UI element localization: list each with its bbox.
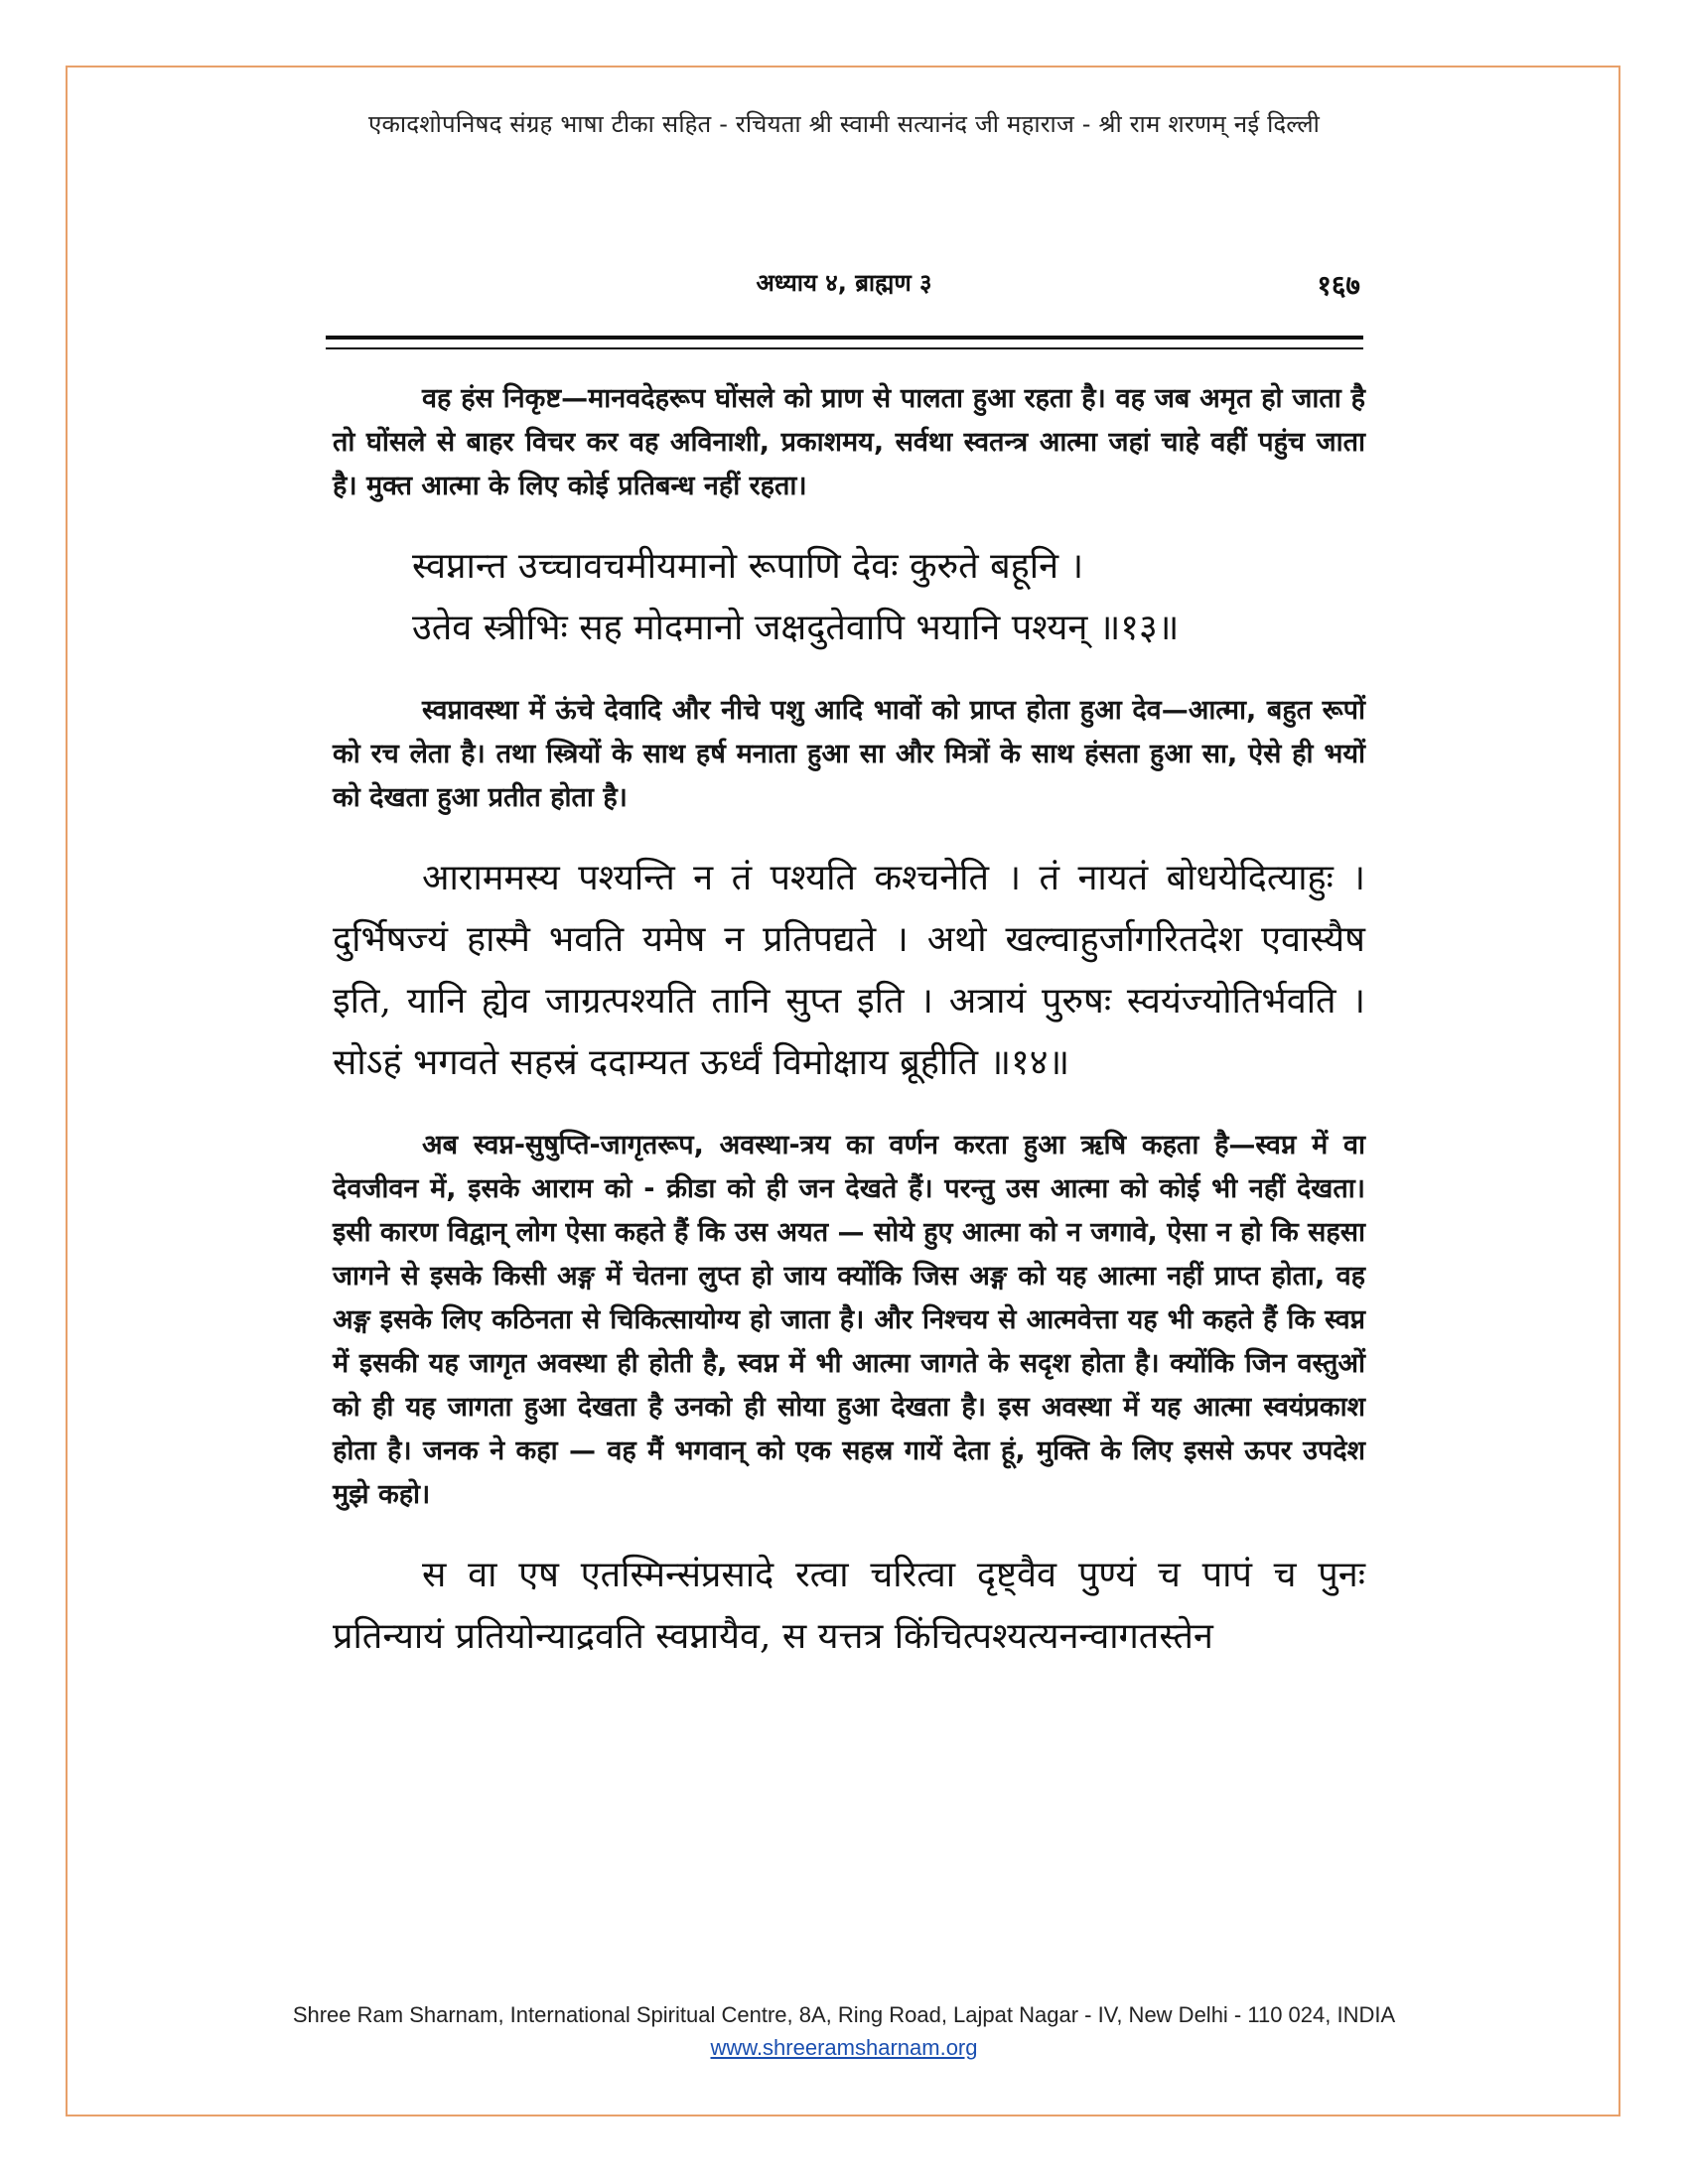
verse-13-line-1: स्वप्नान्त उच्चावचमीयमानो रूपाणि देवः कुरुते बहूनि ।	[412, 546, 1084, 587]
header-rule-thick	[326, 336, 1363, 340]
commentary-paragraph-1: वह हंस निकृष्ट—मानवदेहरूप घोंसले को प्राण से पालता हुआ रहता है। वह जब अमृत हो जाता है तो घोंसले से बाहर विचर कर वह अविनाशी, प्रकाशमय, सर्वथा स्वतन्त्र आत्मा जहां चाहे वहीं पहुंच जाता है। मुक्त आत्मा के लिए कोई प्रतिबन्ध नहीं रहता।	[333, 383, 1365, 501]
commentary-paragraph-2: स्वप्नावस्था में ऊंचे देवादि और नीचे पशु आदि भावों को प्राप्त होता हुआ देव—आत्मा, बहुत रूपों को रच लेता है। तथा स्त्रियों के साथ हर्ष मनाता हुआ सा और मित्रों के साथ हंसता हुआ सा, ऐसे ही भयों को देखता हुआ प्रतीत होता है।	[333, 695, 1365, 813]
website-link[interactable]: www.shreeramsharnam.org	[710, 2035, 978, 2060]
commentary-paragraph-3: अब स्वप्न-सुषुप्ति-जागृतरूप, अवस्था-त्रय का वर्णन करता हुआ ऋषि कहता है—स्वप्न में वा देवजीवन में, इसके आराम को - क्रीडा को ही जन देखते हैं। परन्तु उस आत्मा को कोई भी नहीं देखता। इसी कारण विद्वान् लोग ऐसा कहते हैं कि उस अयत — सोये हुए आत्मा को न जगावे, ऐसा न हो कि सहसा जागने से इसके किसी अङ्ग में चेतना लुप्त हो जाय क्योंकि जिस अङ्ग को यह आत्मा नहीं प्राप्त होता, वह अङ्ग इसके लिए कठिनता से चिकित्सायोग्य हो जाता है। और निश्चय से आत्मवेत्ता यह भी कहते हैं कि स्वप्न में इसकी यह जागृत अवस्था ही होती है, स्वप्न में भी आत्मा जागते के सदृश होता है। क्योंकि जिन वस्तुओं को ही यह जागता हुआ देखता है उनको ही सोया हुआ देखता है। इस अवस्था में यह आत्मा स्वयंप्रकाश होता है। जनक ने कहा — वह मैं भगवान् को एक सहस्र गायें देता हूं, मुक्ति के लिए इससे ऊपर उपदेश मुझे कहो।	[333, 1130, 1365, 1510]
document-header: एकादशोपनिषद संग्रह भाषा टीका सहित - रचियता श्री स्वामी सत्यानंद जी महाराज - श्री राम शरणम् नई दिल्ली	[367, 110, 1321, 138]
page-running-head	[328, 266, 1360, 306]
verse-14: आराममस्य पश्यन्ति न तं पश्यति कश्चनेति । तं नायतं बोधयेदित्याहुः । दुर्भिषज्यं हास्मै भवति यमेष न प्रतिपद्यते । अथो खल्वाहुर्जागरितदेश एवास्यैष इति, यानि ह्येव जाग्रत्पश्यति तानि सुप्त इति । अत्रायं पुरुषः स्वयंज्योतिर्भवति । सोऽहं भगवते सहस्रं ददाम्यत ऊर्ध्वं विमोक्षाय ब्रूहीति ॥१४॥	[333, 858, 1365, 1083]
header-rule-thin	[326, 347, 1363, 349]
page-number: १६७	[1317, 269, 1360, 302]
footer-website	[0, 2035, 1688, 2061]
verse-13-line-2: उतेव स्त्रीभिः सह मोदमानो जक्षदुतेवापि भयानि पश्यन् ॥१३॥	[412, 608, 1180, 648]
footer-address: Shree Ram Sharnam, International Spiritual Centre, 8A, Ring Road, Lajpat Nagar - IV, New Delhi - 110 024, INDIA	[292, 2002, 1396, 2027]
verse-13	[333, 536, 1365, 659]
running-head-text: अध्याय ४, ब्राह्मण ३	[756, 269, 932, 297]
page-content	[333, 377, 1365, 1698]
verse-15: स वा एष एतस्मिन्संप्रसादे रत्वा चरित्वा दृष्ट्वैव पुण्यं च पापं च पुनः प्रतिन्यायं प्रतियोन्याद्रवति स्वप्नायैव, स यत्तत्र किंचित्पश्यत्यनन्वागतस्तेन	[333, 1555, 1365, 1657]
